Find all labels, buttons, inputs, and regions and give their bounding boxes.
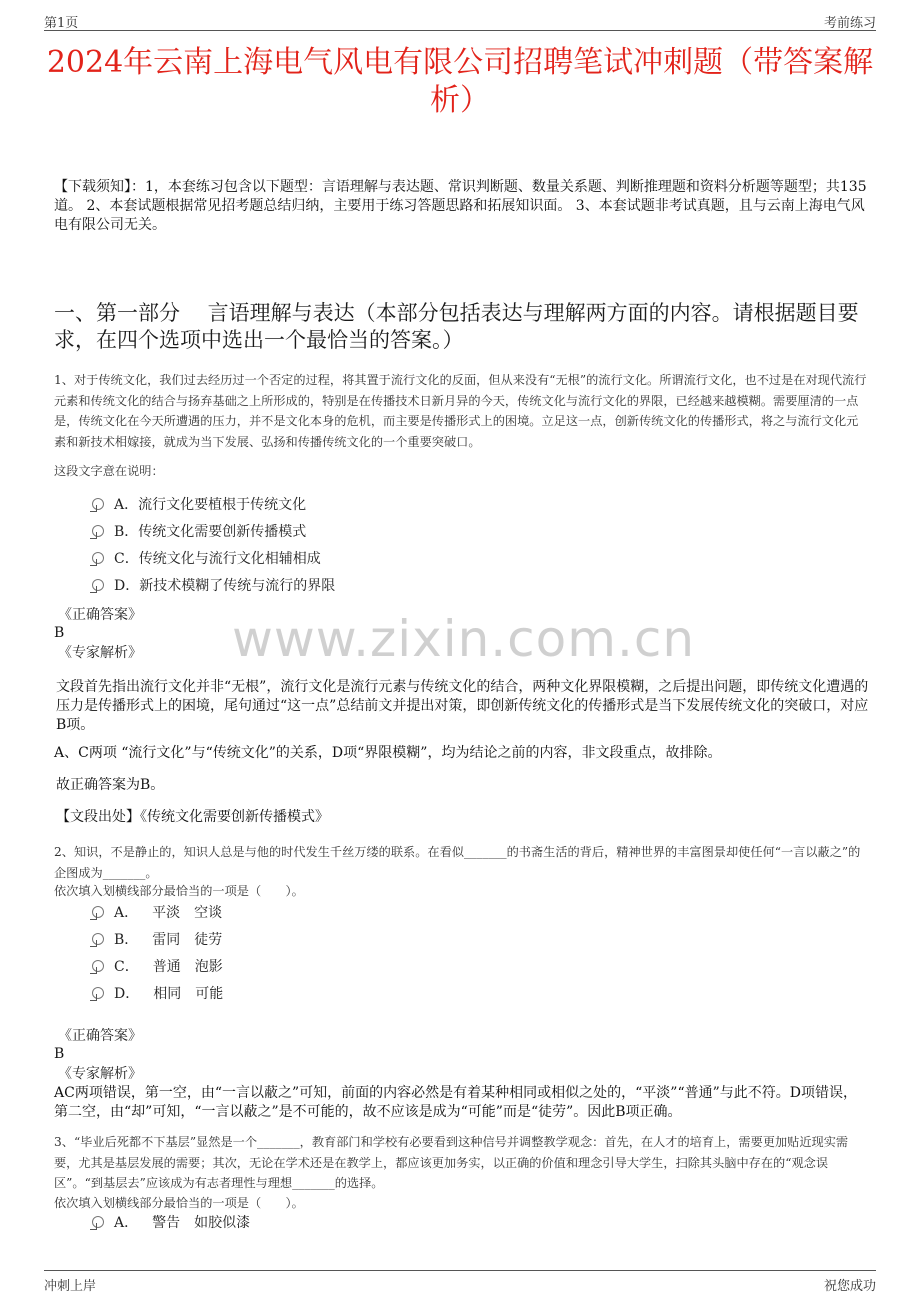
question-1-analysis-label: 《专家解析》 <box>58 645 142 661</box>
radio-icon[interactable] <box>92 960 104 972</box>
question-2-prompt: 依次填入划横线部分最恰当的一项是（ ）。 <box>54 884 304 898</box>
watermark: www.zixin.com.cn <box>232 610 696 668</box>
question-3-stem: 3、“毕业后死都不下基层”显然是一个_______，教育部门和学校有必要看到这种信号并调整教学观念：首先，在人才的培育上，需要更加贴近现实需要，尤其是基层发展的需要；其次，无论在学术还是在教学上，都应该更加务实，以正确的价值和理念引导大学生，扫除其头脑中存在的“观念误区”。“到基层去”应该成为有志者理性与理想_______的选择。 <box>54 1135 849 1190</box>
question-1-analysis-p3: 故正确答案为B。 <box>56 777 165 793</box>
radio-icon[interactable] <box>92 933 104 945</box>
question-1-option-a[interactable]: A．流行文化要植根于传统文化 <box>92 495 306 515</box>
radio-icon[interactable] <box>92 498 104 510</box>
question-1-analysis-p2: A、C两项 “流行文化”与“传统文化”的关系，D项“界限模糊”，均为结论之前的内容，非文段重点，故排除。 <box>54 745 722 761</box>
page-header <box>44 8 876 31</box>
question-1-answer: B <box>54 625 65 641</box>
question-2-answer-label: 《正确答案》 <box>58 1028 142 1044</box>
footer-left: 冲刺上岸 <box>44 1279 97 1294</box>
radio-icon[interactable] <box>92 987 104 999</box>
question-2-analysis-label: 《专家解析》 <box>58 1066 142 1082</box>
page-number: 第1页 <box>44 16 79 31</box>
question-1-analysis-p1: 文段首先指出流行文化并非“无根”，流行文化是流行元素与传统文化的结合，两种文化界限模糊，之后提出问题，即传统文化遭遇的压力是传播形式上的困境，尾句通过“这一点”总结前文并提出对策，即创新传统文化的传播形式是当下发展传统文化的突破口，对应B项。 <box>56 679 869 733</box>
question-2-stem: 2、知识，不是静止的，知识人总是与他的时代发生千丝万缕的联系。在看似_______的书斋生活的背后，精神世界的丰富图景却使任何“一言以蔽之”的企图成为_______。 <box>54 845 861 880</box>
question-1-source: 【文段出处】《传统文化需要创新传播模式》 <box>56 809 329 825</box>
question-2-option-c[interactable]: C． 普通 泡影 <box>92 957 223 977</box>
question-1-option-c[interactable]: C．传统文化与流行文化相辅相成 <box>92 549 321 569</box>
page-footer <box>44 1270 876 1295</box>
question-2-analysis: AC两项错误，第一空，由“一言以蔽之”可知，前面的内容必然是有着某种相同或相似之处的，“平淡”“普通”与此不符。D项错误，第二空，由“却”可知，“一言以蔽之”是不可能的，故不应该是成为“可能”而是“徒劳”。因此B项正确。 <box>54 1085 857 1120</box>
radio-icon[interactable] <box>92 525 104 537</box>
question-2-option-d[interactable]: D． 相同 可能 <box>92 984 223 1004</box>
question-3-option-a[interactable]: A． 警告 如胶似漆 <box>92 1213 250 1233</box>
radio-icon[interactable] <box>92 552 104 564</box>
header-tag: 考前练习 <box>823 16 876 31</box>
question-3-prompt: 依次填入划横线部分最恰当的一项是（ ）。 <box>54 1196 304 1210</box>
question-2-option-a[interactable]: A． 平淡 空谈 <box>92 903 222 923</box>
download-notice: 【下载须知】：1，本套练习包含以下题型：言语理解与表达题、常识判断题、数量关系题、判断推理题和资料分析题等题型；共135道。 2、本套试题根据常见招考题总结归纳，主要用于练习答题思路和拓展知识面。 3、本套试题非考试真题，且与云南上海电气风电有限公司无关。 <box>54 179 867 233</box>
footer-right: 祝您成功 <box>823 1279 876 1294</box>
question-2-option-b[interactable]: B． 雷同 徒劳 <box>92 930 222 950</box>
document-title: 2024年云南上海电气风电有限公司招聘笔试冲刺题（带答案解析） <box>46 45 874 118</box>
question-1-option-d[interactable]: D．新技术模糊了传统与流行的界限 <box>92 576 335 596</box>
question-2-answer: B <box>54 1046 65 1062</box>
radio-icon[interactable] <box>92 1216 104 1228</box>
section-heading: 一、第一部分 言语理解与表达（本部分包括表达与理解两方面的内容。请根据题目要求，在四个选项中选出一个最恰当的答案。） <box>54 301 859 352</box>
radio-icon[interactable] <box>92 906 104 918</box>
question-1-stem: 1、对于传统文化，我们过去经历过一个否定的过程，将其置于流行文化的反面，但从来没有“无根”的流行文化。所谓流行文化，也不过是在对现代流行元素和传统文化的结合与扬弃基础之上所形成的，特别是在传播技术日新月异的今天，传统文化与流行文化的界限，已经越来越模糊。需要厘清的一点是，传统文化在今天所遭遇的压力，并不是文化本身的危机，而主要是传播形式上的困境。立足这一点，创新传统文化的传播形式，将之与流行文化元素和新技术相嫁接，就成为当下发展、弘扬和传播传统文化的一个重要突破口。 <box>54 373 867 449</box>
question-1-option-b[interactable]: B．传统文化需要创新传播模式 <box>92 522 306 542</box>
radio-icon[interactable] <box>92 579 104 591</box>
question-1-answer-label: 《正确答案》 <box>58 607 142 623</box>
question-1-prompt: 这段文字意在说明： <box>54 464 164 478</box>
